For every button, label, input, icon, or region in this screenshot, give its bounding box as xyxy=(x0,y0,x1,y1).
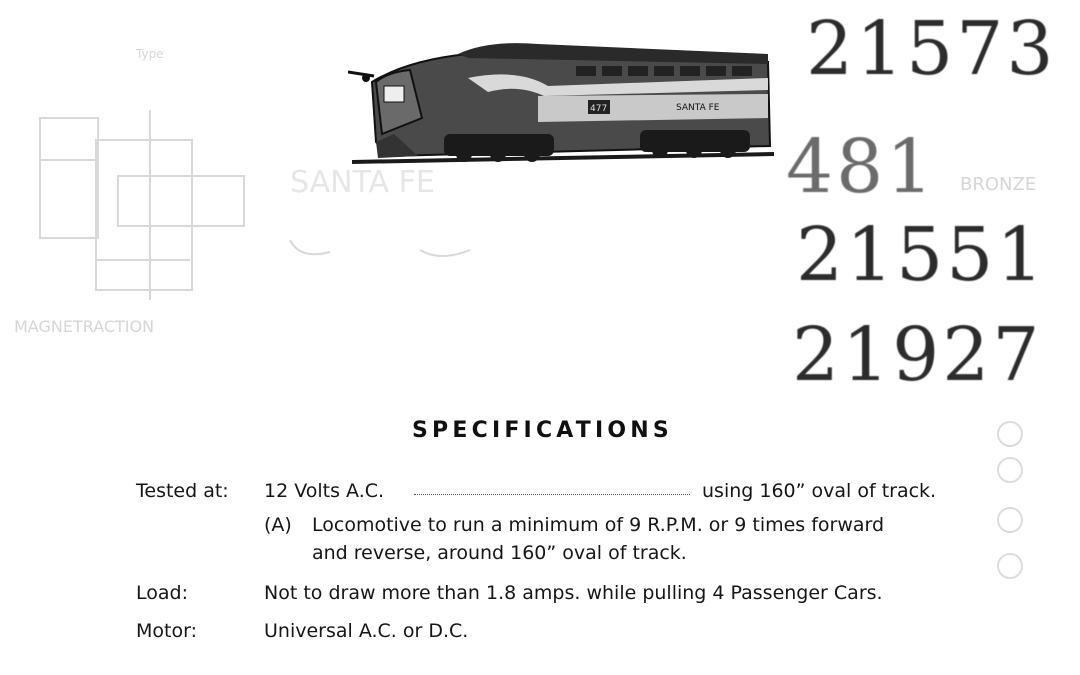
tested-at-value: 12 Volts A.C. xyxy=(264,480,385,502)
stamp-number: 21573 xyxy=(806,6,1057,92)
svg-text:BRONZE: BRONZE xyxy=(960,174,1037,195)
motor-label: Motor: xyxy=(136,620,197,642)
road-name: SANTA FE xyxy=(676,103,720,113)
stamp-number: 481 xyxy=(786,124,937,210)
specifications-heading: SPECIFICATIONS xyxy=(412,418,673,443)
stamp-number: 21927 xyxy=(792,312,1043,398)
tested-at-track: using 160” oval of track. xyxy=(702,480,937,502)
note-marker: (A) xyxy=(264,514,292,536)
locomotive-number: 477 xyxy=(590,104,608,114)
note-line-1: Locomotive to run a minimum of 9 R.P.M. or 9 times forward xyxy=(312,514,885,536)
motor-value: Universal A.C. or D.C. xyxy=(264,620,469,642)
note-line-2: and reverse, around 160” oval of track. xyxy=(312,542,687,564)
load-value: Not to draw more than 1.8 amps. while pulling 4 Passenger Cars. xyxy=(264,582,883,604)
locomotive-illustration xyxy=(348,38,778,180)
dotted-leader xyxy=(414,494,690,495)
load-label: Load: xyxy=(136,582,188,604)
svg-text:Type: Type xyxy=(136,47,164,61)
stamp-number: 21551 xyxy=(796,212,1047,298)
svg-text:MAGNETRACTION: MAGNETRACTION xyxy=(14,317,155,336)
tested-at-label: Tested at: xyxy=(136,480,229,502)
svg-text:SANTA FE: SANTA FE xyxy=(290,165,435,200)
